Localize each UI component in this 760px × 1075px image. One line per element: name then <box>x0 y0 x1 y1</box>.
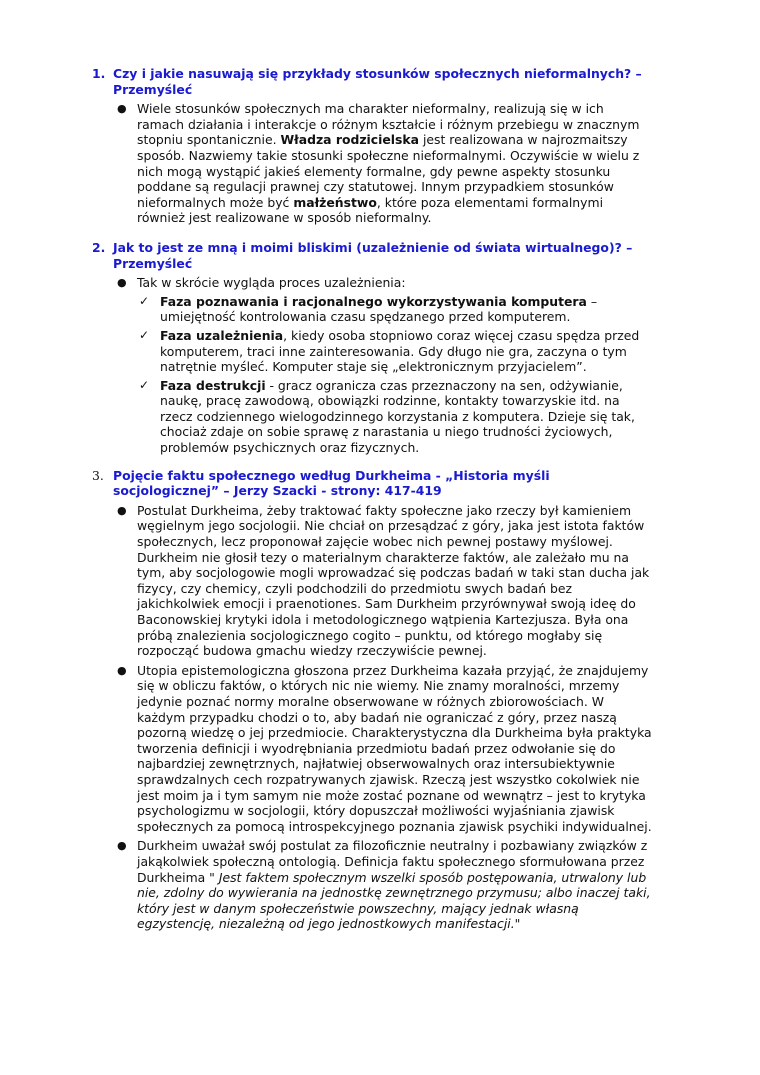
text-line <box>137 854 760 870</box>
heading-line: Pojęcie faktu społecznego według Durkheima - „Historia myśli <box>113 467 550 483</box>
text-run: komputerem, traci inne zainteresowania. Gdy długo nie gra, zaczyna o tym <box>160 343 627 359</box>
text-line <box>160 294 760 310</box>
section-number: 2. <box>92 239 106 255</box>
text-line <box>137 772 760 788</box>
text-line <box>137 612 760 628</box>
text-line <box>137 565 760 581</box>
text-run: każdym przypadku chodzi o to, aby badań nie ograniczać z góry, przez naszą <box>137 709 617 725</box>
bullet-icon: ● <box>117 663 127 677</box>
checkmark-icon: ✓ <box>139 293 150 308</box>
text-line <box>137 210 760 226</box>
text-run: " <box>514 916 521 932</box>
bullet-item <box>117 838 760 932</box>
text-run: jakąkolwiek społeczną ontologią. Definicja faktu społecznego sformułowana przez <box>137 853 645 869</box>
section-heading <box>113 468 760 499</box>
text-run: próbą znalezienia socjologicznego cogito – punktu, od którego mogłaby się <box>137 627 603 643</box>
section-3 <box>0 468 760 932</box>
text-line <box>137 628 760 644</box>
heading-line: socjologicznej” – Jerzy Szacki - strony: 417-419 <box>113 483 442 499</box>
text-run: pozorną wiedzę o jej przedmiocie. Charakterystyczna dla Durkheima była praktyka <box>137 725 652 741</box>
text-run: jest moim ja i tym samym nie może zostać poznane od wewnątrz – jest to krytyka <box>137 787 646 803</box>
checkmark-icon: ✓ <box>139 377 150 392</box>
section-heading <box>113 240 760 271</box>
text-line <box>137 756 760 772</box>
text-line <box>160 344 760 360</box>
text-line <box>137 101 760 117</box>
section-heading <box>113 66 760 97</box>
text-line <box>137 164 760 180</box>
bold-text: Faza uzależnienia <box>160 327 284 343</box>
text-line <box>137 643 760 659</box>
text-run: poddane są regulacji prawnej czy statutowej. Innym przypadkiem stosunków <box>137 179 614 195</box>
text-run: również jest realizowane w sposób nieformalny. <box>137 210 432 226</box>
bullet-icon: ● <box>117 102 127 116</box>
text-line <box>137 195 760 211</box>
text-line <box>137 885 760 901</box>
text-run: Baconowskiej krytyki idola i metodologicznego wątpienia Kartezjusza. Była ona <box>137 612 629 627</box>
text-line <box>137 803 760 819</box>
text-line <box>137 663 760 679</box>
bullet-icon: ● <box>117 503 127 517</box>
text-line <box>160 328 760 344</box>
section-number: 1. <box>92 66 106 81</box>
text-line <box>137 819 760 835</box>
text-line <box>137 596 760 612</box>
text-run: psychologizmu w socjologii, który dopuszczał możliwości wyjaśniania zjawisk <box>137 803 615 819</box>
bold-text: Faza poznawania i racjonalnego wykorzystywania komputera <box>160 293 587 309</box>
checklist-item <box>139 377 760 456</box>
text-line <box>137 518 760 534</box>
text-run: jedynie poznać normy moralne obserwowane w różnych zbiorowościach. W <box>137 693 604 709</box>
text-line <box>160 393 760 409</box>
bold-text: Władza rodzicielska <box>280 132 420 148</box>
text-line <box>137 725 760 741</box>
text-line <box>137 117 760 133</box>
text-run: tworzenia definicji i wyodrębniania przedmiotu badań przez odwołanie się do <box>137 740 616 756</box>
text-run: społecznych, lecz proponował zajęcie wobec nich pewnej postawy myślowej. <box>137 534 613 550</box>
text-run: naukę, pracę zawodową, obowiązki rodzinne, kontakty towarzyskie itd. na <box>160 393 620 409</box>
heading-line: Przemyśleć <box>113 255 193 271</box>
text-run: - gracz ogranicza czas przeznaczony na sen, odżywianie, <box>265 377 623 393</box>
heading-line: Czy i jakie nasuwają się przykłady stosunków społecznych nieformalnych? – <box>113 66 642 81</box>
checklist-item <box>139 293 760 325</box>
bold-text: Faza destrukcji <box>160 377 266 393</box>
text-line <box>137 838 760 854</box>
text-line <box>160 378 760 394</box>
text-line <box>137 901 760 917</box>
bullet-icon: ● <box>117 839 127 853</box>
text-line <box>137 870 760 886</box>
text-run: umiejętność kontrolowania czasu spędzanego przed komputerem. <box>160 309 571 325</box>
text-line <box>160 409 760 425</box>
text-line <box>137 788 760 804</box>
italic-text: Jest faktem społecznym wszelki sposób postępowania, utrwalony lub <box>218 869 647 885</box>
bullet-item <box>117 502 760 659</box>
text-line <box>137 916 760 932</box>
text-run: rzecz codziennego wielogodzinnego korzystania z komputera. Dzieje się tak, <box>160 408 635 424</box>
text-run: natrętnie myśleć. Komputer staje się „elektronicznym przyjacielem”. <box>160 359 587 375</box>
text-run: nich mogą wystąpić jakieś elementy formalne, gdy pewne aspekty stosunku <box>137 163 611 179</box>
text-run: najbardziej zewnętrznych, najłatwiej obserwowalnych oraz intersubiektywnie <box>137 756 615 772</box>
bullet-item <box>117 101 760 226</box>
text-run: , które poza elementami formalnymi <box>376 194 604 210</box>
text-run: Durkheim nie głosił tezy o materialnym charakterze faktów, ale zależało mu na <box>137 549 630 565</box>
text-run: tym, aby socjologowie mogli wprowadzać się podczas badań w taki stan ducha jak <box>137 565 650 581</box>
text-line <box>137 550 760 566</box>
heading-line: Przemyśleć <box>113 81 193 97</box>
bullet-icon: ● <box>117 276 127 290</box>
text-run: nieformalnych może być <box>137 194 294 210</box>
checkmark-icon: ✓ <box>139 327 150 342</box>
text-line <box>137 132 760 148</box>
text-line <box>137 534 760 550</box>
text-line <box>137 179 760 195</box>
text-run: sposób. Nazwiemy takie stosunki społeczne nieformalnymi. Oczywiście w wielu z <box>137 147 640 163</box>
text-line <box>137 275 760 291</box>
text-run: Postulat Durkheima, żeby traktować fakty społeczne jako rzeczy był kamieniem <box>137 502 632 518</box>
text-run: – <box>586 293 598 309</box>
text-run: Tak w skrócie wygląda proces uzależnienia: <box>137 275 406 291</box>
section-number: 3. <box>92 467 104 483</box>
bold-text: małżeństwo <box>293 194 377 210</box>
checklist-item <box>139 327 760 375</box>
text-run: jest realizowana w najrozmaitszy <box>419 132 628 148</box>
text-line <box>160 440 760 456</box>
text-run: Wiele stosunków społecznych ma charakter nieformalny, realizują się w ich <box>137 101 604 117</box>
text-run: Utopia epistemologiczna głoszona przez Durkheima kazała przyjąć, że znajdujemy <box>137 662 649 678</box>
text-run: , kiedy osoba stopniowo coraz więcej czasu spędza przed <box>283 327 640 343</box>
text-run: rozpocząć budowa gmachu wiedzy rzeczywiście pewnej. <box>137 643 487 659</box>
text-run: społecznych za pomocą introspekcyjnego poznania zjawisk psychiki indywidualnej. <box>137 818 652 834</box>
text-run: ramach działania i interakcje o różnym kształcie i różnym przebiegu w znacznym <box>137 116 640 132</box>
text-run: stopniu spontanicznie. <box>137 132 281 148</box>
italic-text: nie, zdolny do wywierania na jednostkę zewnętrznego przymusu; albo inaczej taki, <box>137 885 651 901</box>
text-run: jakichkolwiek emocji i praenotiones. Sam Durkheim przyrównywał swoją ideę do <box>137 596 636 612</box>
section-2 <box>0 240 760 456</box>
text-run: Durkheim uważał swój postulat za filozoficznie neutralny i pozbawiany związków z <box>137 838 648 854</box>
bullet-item <box>117 662 760 835</box>
text-line <box>137 678 760 694</box>
text-run: sprawdzalnych cech rozpatrywanych zjawisk. Rzeczą jest wszystko cokolwiek nie <box>137 771 640 787</box>
text-line <box>137 710 760 726</box>
text-line <box>137 581 760 597</box>
text-run: fizycy, czy chemicy, czyli podchodzili do przedmiotu swych badań bez <box>137 580 573 596</box>
text-line <box>137 741 760 757</box>
text-line <box>160 424 760 440</box>
section-1 <box>0 66 760 226</box>
text-line <box>160 359 760 375</box>
text-run: chociaż zdaje on sobie sprawę z narastania u niego trudności życiowych, <box>160 424 613 440</box>
text-run: Durkheima " <box>137 869 219 885</box>
bullet-item <box>117 275 760 291</box>
text-line <box>137 503 760 519</box>
document-page <box>0 66 760 946</box>
text-line <box>137 148 760 164</box>
text-run: się w obliczu faktów, o których nic nie wiemy. Nie znamy moralności, mrzemy <box>137 678 620 694</box>
heading-line: Jak to jest ze mną i moimi bliskimi (uzależnienie od świata wirtualnego)? – <box>113 239 633 255</box>
text-run: węgielnym jego socjologii. Nie chciał on przesądzać z góry, jaka jest istota faktów <box>137 518 645 534</box>
text-line <box>137 694 760 710</box>
text-line <box>160 309 760 325</box>
italic-text: egzystencję, niezależną od jego jednostkowych manifestacji. <box>137 916 515 932</box>
text-run: problemów psychicznych oraz fizycznych. <box>160 440 420 456</box>
italic-text: który jest w danym społeczeństwie powszechny, mający jednak własną <box>137 900 579 916</box>
